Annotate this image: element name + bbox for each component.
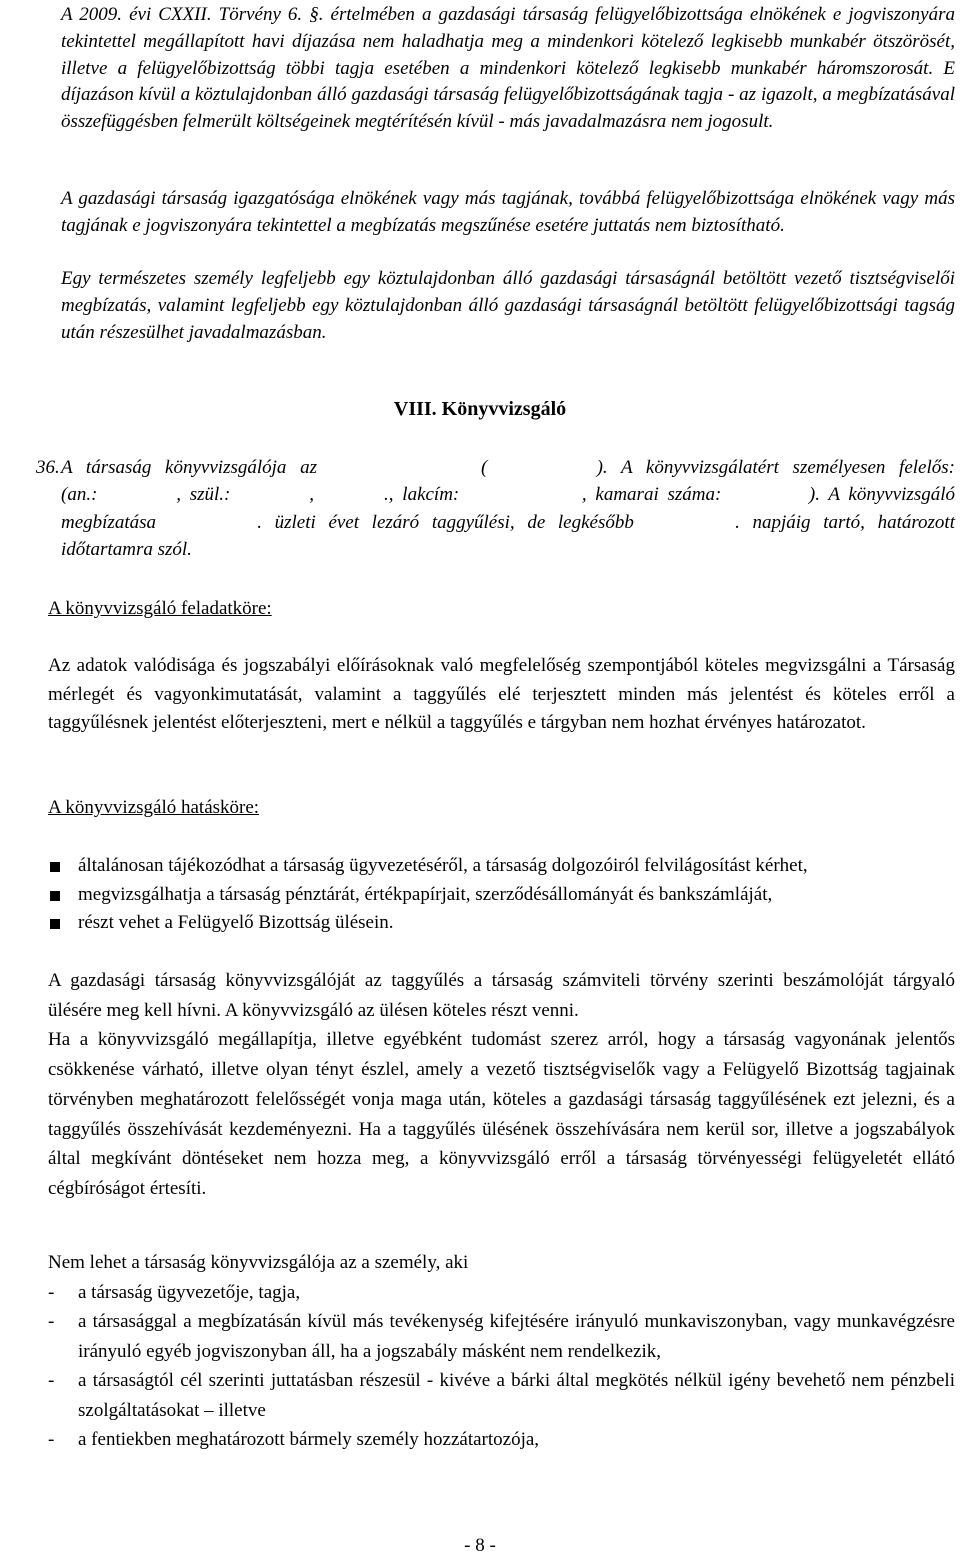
severance-paragraph: A gazdasági társaság igazgatósága elnökének vagy más tagjának, továbbá felügyelőbizottsága elnökének vagy más tagjának e jogviszonyára tekintettel a megbízatás megszűnése esetére juttatás nem biztosítható. <box>61 188 955 236</box>
dash-marker: - <box>48 1311 55 1332</box>
list-item <box>48 1307 955 1366</box>
section-36-line-3: megbízatása . üzleti évet lezáró taggyűlési, de legkésőbb . napjáig tartó, határozott <box>61 511 955 533</box>
intro-paragraph: A 2009. évi CXXII. Törvény 6. §. értelmében a gazdasági társaság felügyelőbizottsága elnökének e jogviszonyára tekintettel megállapított havi díjazása nem haladhatja meg a mindenkori kötelező legkisebb munkabér ötszörösét, illetve a felügyelőbizottság többi tagja esetében a mindenkori kötelező legkisebb munkabér háromszorosát. E díjazáson kívül a köztulajdonban álló gazdasági társaság felügyelőbizottságának tagja - az igazolt, a megbízatásával összefüggésben felmerült költségeinek megtérítésén kívül - más javadalmazásra nem jogosult. <box>61 4 955 133</box>
section-36-line-1: A társaság könyvvizsgálója az ( ). A könyvvizsgálatért személyesen felelős: <box>61 457 955 478</box>
powers-heading: A könyvvizsgáló hatásköre: <box>48 797 260 818</box>
list-item <box>48 1278 955 1308</box>
list-item: részt vehet a Felügyelő Bizottság ülésein. <box>48 909 955 938</box>
list-item: általánosan tájékozódhat a társaság ügyvezetéséről, a társaság dolgozóiról felvilágosítást kérhet, <box>48 852 955 881</box>
list-item-text: a társaság ügyvezetője, tagja, <box>78 1281 301 1303</box>
exclusion-intro: Nem lehet a társaság könyvvizsgálója az a személy, aki <box>48 1252 469 1273</box>
section-36-line-2: (an.: , szül.: , ., lakcím: , kamarai száma: ). A könyvvizsgáló <box>61 484 955 506</box>
exclusion-section <box>48 1248 955 1455</box>
duties-paragraph: Az adatok valódisága és jogszabályi előírásoknak való megfelelőség szempontjából köteles megvizsgálni a Társaság mérlegét és vagyonkimutatását, valamint a taggyűlés elé terjesztett minden más jelentést és köteles erről a taggyűlésnek jelentést előterjeszteni, mert e nélkül a taggyűlés e tárgyban nem hozhat érvényes határozatot. <box>48 655 955 734</box>
remuneration-limit-paragraph: Egy természetes személy legfeljebb egy köztulajdonban álló gazdasági társaságnál betöltött vezető tisztségviselői megbízatás, valamint legfeljebb egy köztulajdonban álló gazdasági társaságnál betöltött felügyelőbizottsági tagság után részesülhet javadalmazásban. <box>61 268 955 343</box>
list-item: megvizsgálhatja a társaság pénztárát, értékpapírjait, szerződésállományát és bankszámláját, <box>48 881 955 910</box>
dash-marker: - <box>48 1281 55 1303</box>
invitation-paragraph: A gazdasági társaság könyvvizsgálóját az taggyűlés a társaság számviteli törvény szerinti beszámolóját tárgyaló ülésére meg kell hívni. A könyvvizsgáló az ülésen köteles részt venni. <box>48 970 955 1021</box>
section-36 <box>36 454 955 564</box>
chapter-title: VIII. Könyvvizsgáló <box>393 398 567 420</box>
list-item <box>48 1425 955 1455</box>
section-36-line-4: időtartamra szól. <box>61 539 192 561</box>
list-item-text: a társaságtól cél szerinti juttatásban részesül - kivéve a bárki által megkötés nélkül igény bevehető nem pénzbeli szolgáltatásokat – illetve <box>78 1370 955 1421</box>
powers-paragraphs <box>48 966 955 1204</box>
powers-list <box>48 852 955 938</box>
dash-marker: - <box>48 1429 55 1450</box>
duties-heading: A könyvvizsgáló feladatköre: <box>48 598 272 619</box>
reporting-paragraph: Ha a könyvvizsgáló megállapítja, illetve egyébként tudomást szerez arról, hogy a társaság vagyonának jelentős csökkenése várható, illetve olyan tényt észlel, amely a vezető tisztségviselők vagy a Felügyelő Bizottság tagjainak törvényben meghatározott felelősségét vonja maga után, köteles a gazdasági társaság taggyűlésének ezt jelezni, és a taggyűlés összehívását kezdeményezni. Ha a taggyűlés ülésének összehívására nem kerül sor, illetve a jogszabályok által megkívánt döntéseket nem hozza meg, a könyvvizsgáló erről a társaság törvényességi felügyeletét ellátó cégbíróságot értesíti. <box>48 1029 955 1199</box>
list-item-text: a társasággal a megbízatásán kívül más tevékenység kifejtésére irányuló munkaviszonyban, vagy munkavégzésre irányuló egyéb jogviszonyban áll, ha a jogszabály másként nem rendelkezik, <box>78 1311 955 1362</box>
section-number: 36. <box>36 457 60 478</box>
list-item <box>48 1366 955 1425</box>
section-36-body <box>61 454 955 564</box>
dash-marker: - <box>48 1370 55 1391</box>
list-item-text: a fentiekben meghatározott bármely személy hozzátartozója, <box>78 1429 540 1450</box>
page-number: - 8 - <box>464 1535 496 1556</box>
